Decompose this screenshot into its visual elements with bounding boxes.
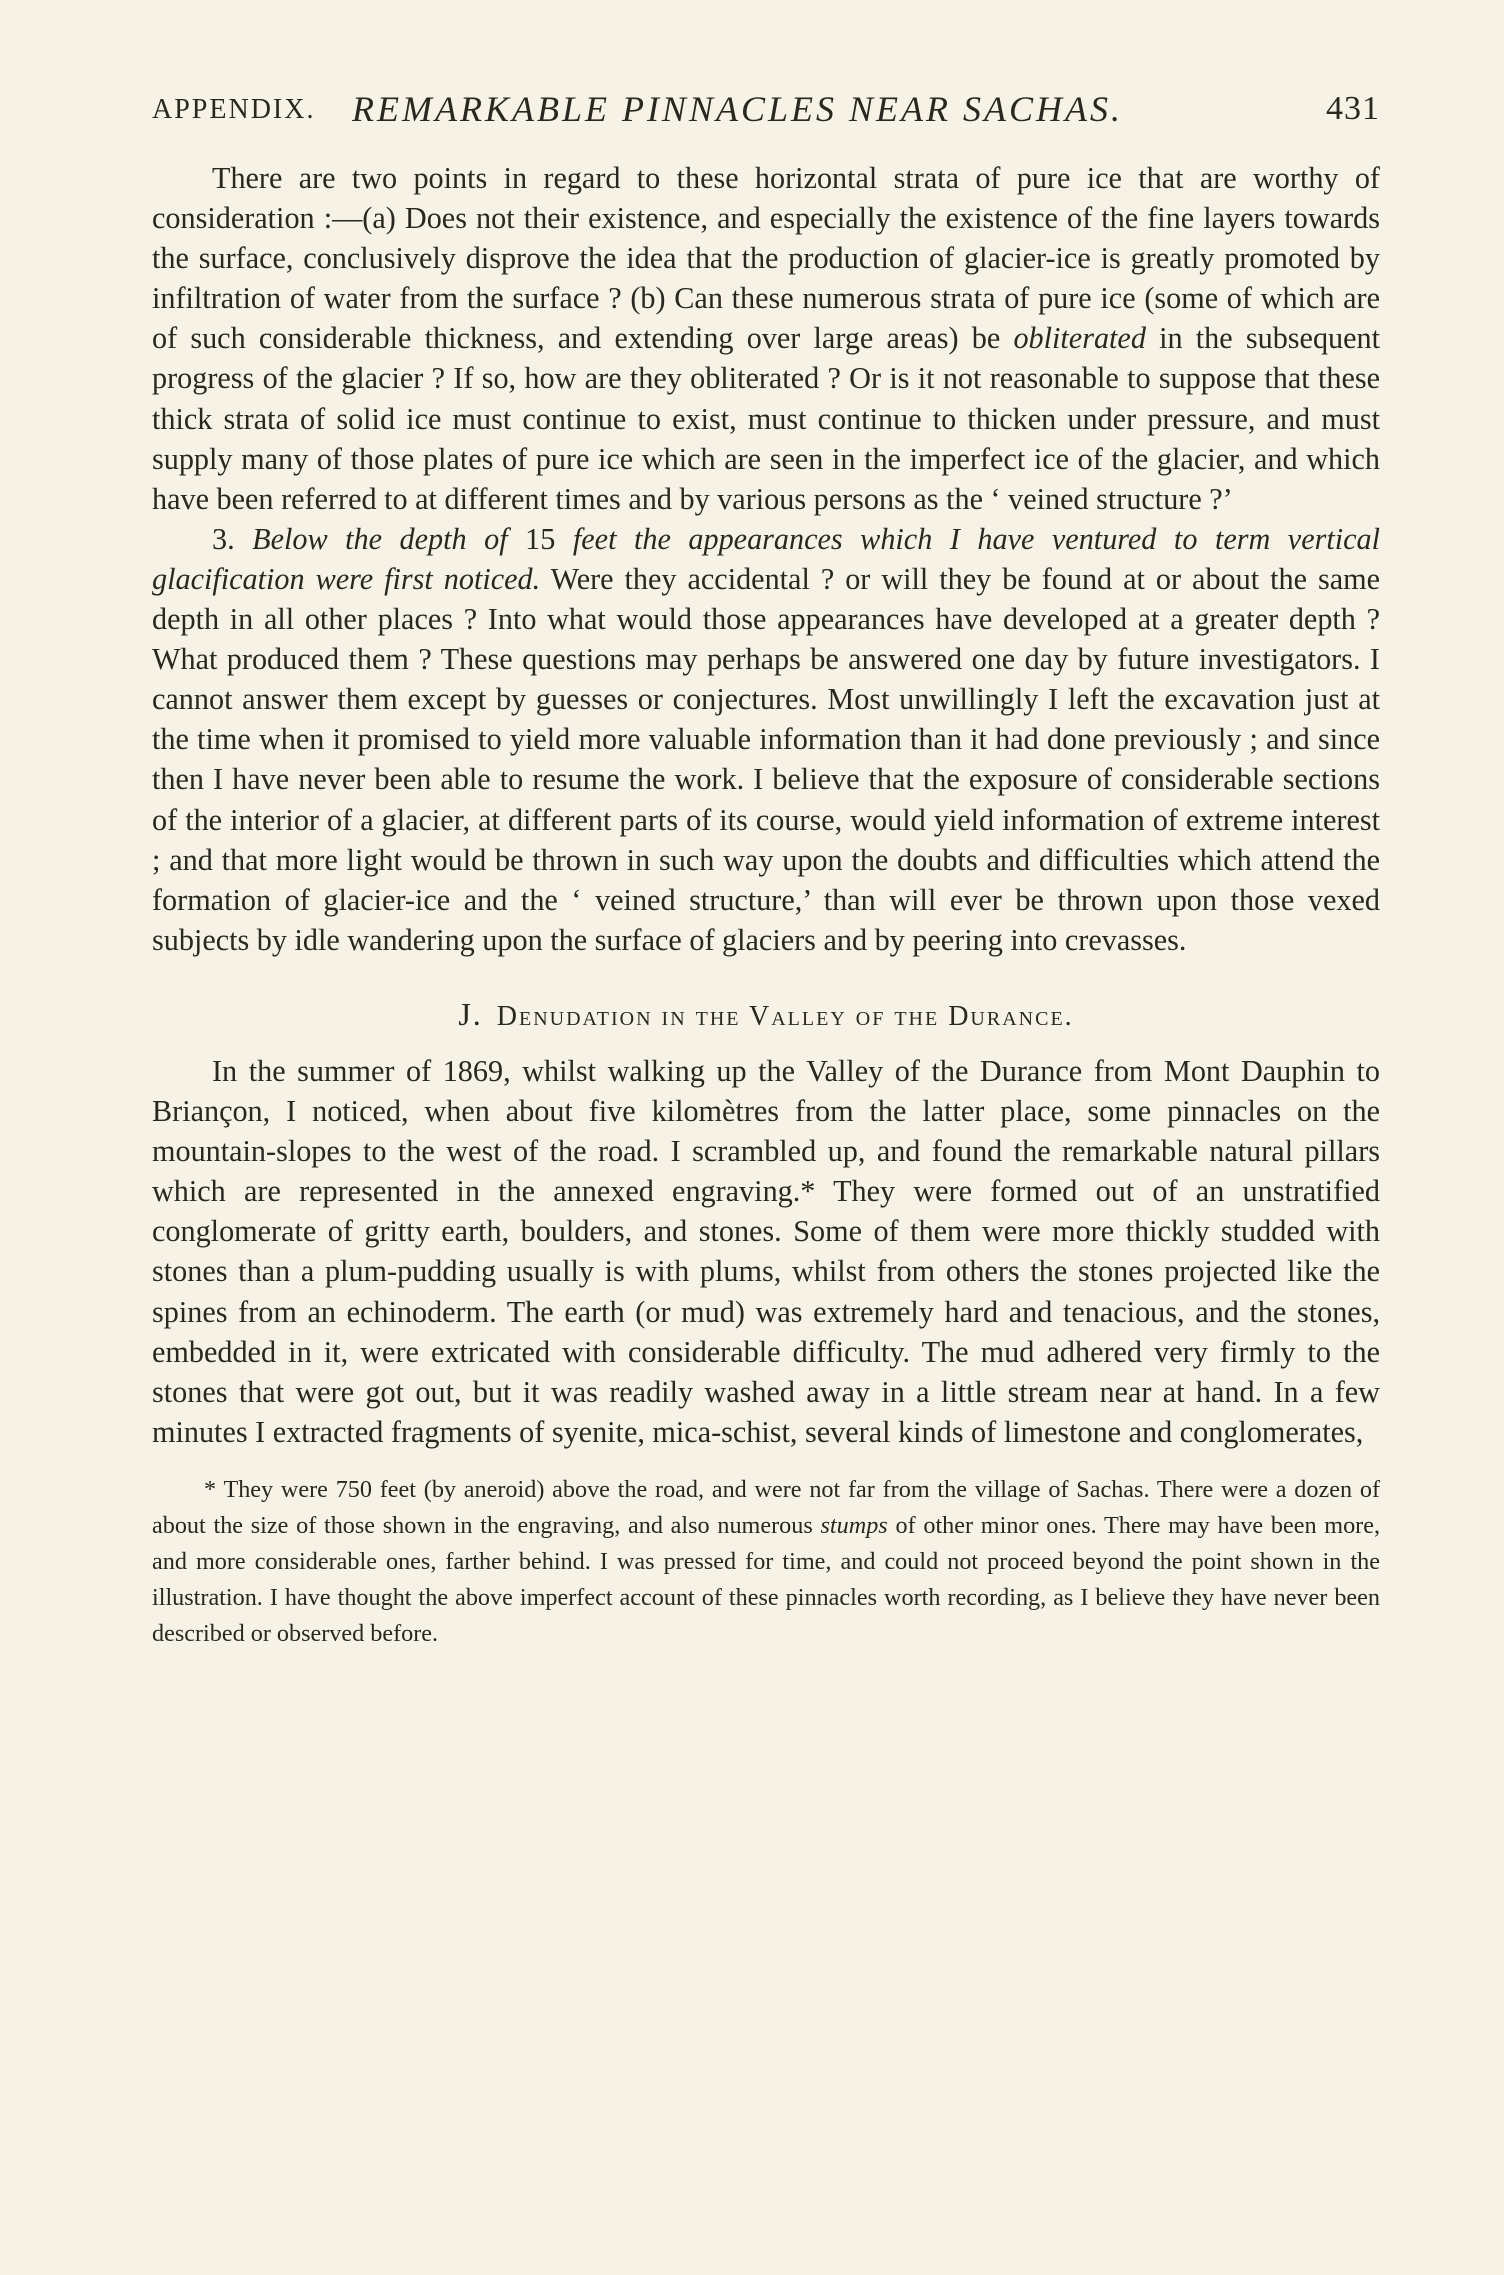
point-number: 3. (212, 521, 235, 556)
emphasis-obliterated: obliterated (1013, 321, 1146, 356)
section-title: Denudation in the Valley of the Durance. (496, 1000, 1074, 1032)
point-3-emphasis-b: feet the appearances which I have ventured to term vertical glacification were first noticed. (152, 521, 1380, 596)
footnote-start: * They were 750 feet (by aneroid) above the road, and were not far from the village of Sachas. There were a dozen of about the size of those shown in the engraving, and also numerous (152, 1475, 1380, 1539)
paragraph-strata-rest: in the subsequent progress of the glacier ? If so, how are they obliterated ? Or is it not reasonable to suppose that these thick strata of solid ice must continue to exist, must continue to thicken under pressure, and must supply many of those plates of pure ice which are seen in the imperfect ice of the glacier, and which have been referred to at different times and by various persons as the ‘ veined structure ?’ (152, 321, 1381, 516)
point-3-depth: 15 (525, 521, 556, 556)
book-page (152, 80, 1380, 2240)
header-appendix: APPENDIX. (152, 94, 316, 125)
footnote (152, 1472, 1380, 1652)
body-text (152, 158, 1380, 1452)
section-letter: J. (458, 995, 483, 1032)
paragraph-strata (152, 158, 1380, 519)
paragraph-point-3-rest: Were they accidental ? or will they be found at or about the same depth in all other places ? Into what would those appearances have developed at a greater depth ? What produced them ? These questions may perhaps be answered one day by future investigators. I cannot answer them except by guesses or conjectures. Most unwillingly I left the excavation just at the time when it promised to yield more valuable information than it had done previously ; and since then I have never been able to resume the work. I believe that the exposure of considerable sections of the interior of a glacier, at different parts of its course, would yield information of extreme interest ; and that more light would be thrown in such way upon the doubts and difficulties which attend the formation of glacier-ice and the ‘ veined structure,’ than will ever be thrown upon those vexed subjects by idle wandering upon the surface of glaciers and by peering into crevasses. (152, 561, 1380, 957)
footnote-emphasis-stumps: stumps (820, 1511, 888, 1539)
header-title: REMARKABLE PINNACLES NEAR SACHAS. (352, 89, 1123, 129)
running-head (152, 80, 1380, 142)
footnote-end: of other minor ones. There may have been more, and more considerable ones, farther behind. I was pressed for time, and could not proceed beyond the point shown in the illustration. I have thought the above imperfect account of these pinnacles worth recording, as I believe they have never been described or observed before. (152, 1511, 1381, 1647)
paragraph-point-3 (152, 519, 1380, 960)
paragraph-strata-text: There are two points in regard to these horizontal strata of pure ice that are worthy of consideration :—(a) Does not their existence, and especially the existence of the fine layers towards the surface, conclusively disprove the idea that the production of glacier-ice is greatly promoted by infiltration of water from the surface ? (b) Can these numerous strata of pure ice (some of which are of such considerable thickness, and extending over large areas) be (152, 161, 1380, 356)
section-heading (152, 994, 1380, 1037)
point-3-emphasis-a: Below the depth of (252, 521, 508, 556)
page-number: 431 (1326, 90, 1380, 127)
paragraph-durance: In the summer of 1869, whilst walking up the Valley of the Durance from Mont Dauphin to Briançon, I noticed, when about five kilomètres from the latter place, some pinnacles on the mountain-slopes to the west of the road. I scrambled up, and found the remarkable natural pillars which are represented in the annexed engraving.* They were formed out of an unstratified conglomerate of gritty earth, boulders, and stones. Some of them were more thickly studded with stones than a plum-pudding usually is with plums, whilst from others the stones projected like the spines from an echinoderm. The earth (or mud) was extremely hard and tenacious, and the stones, embedded in it, were extricated with considerable difficulty. The mud adhered very firmly to the stones that were got out, but it was readily washed away in a little stream near at hand. In a few minutes I extracted fragments of syenite, mica-schist, several kinds of limestone and conglomerates, (152, 1053, 1380, 1449)
